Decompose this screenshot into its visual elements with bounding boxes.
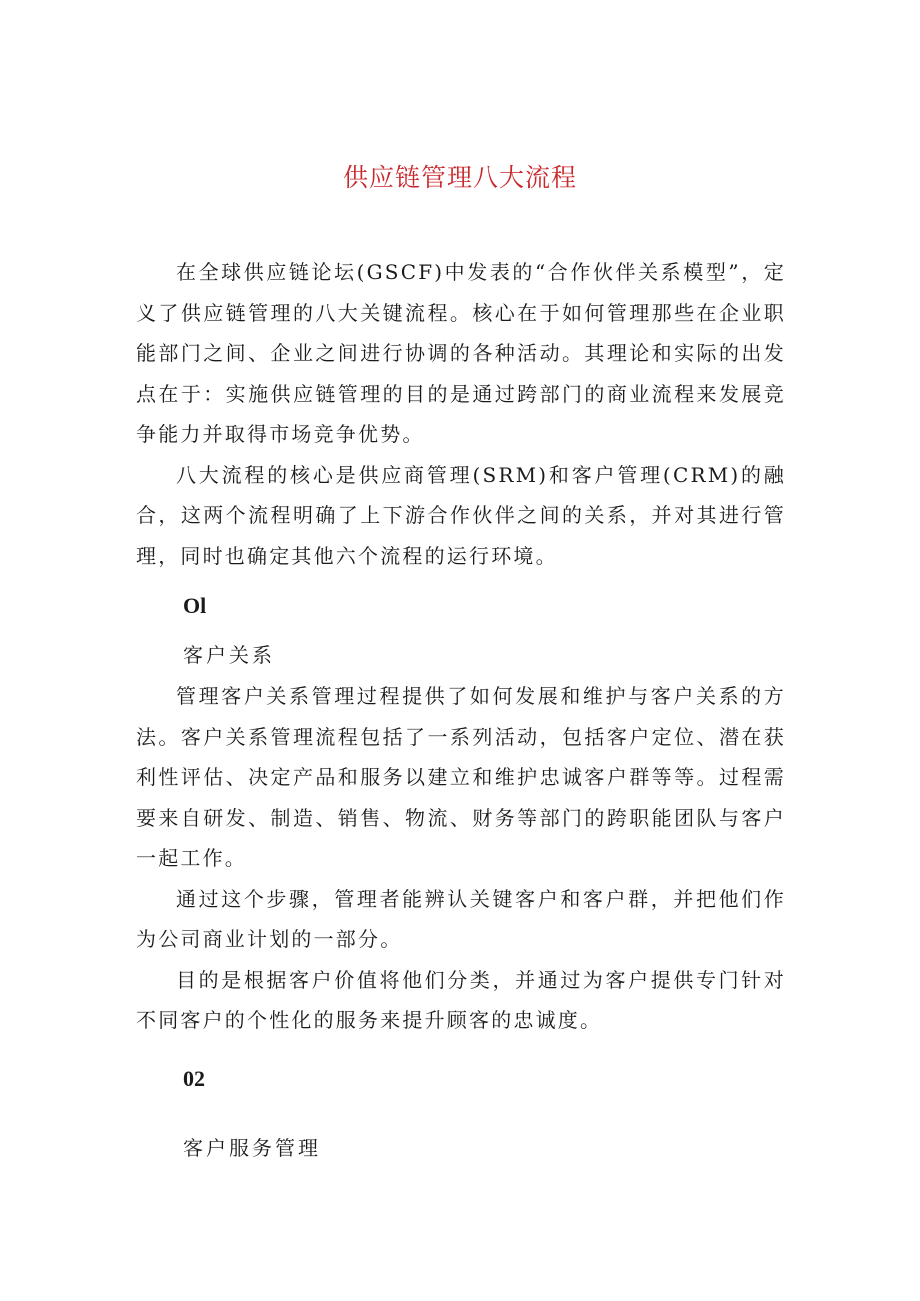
section-number-1: Ol: [183, 593, 207, 618]
section-number-2: 02: [183, 1065, 205, 1091]
document-body: [136, 252, 786, 1169]
intro-paragraph-2: 八大流程的核心是供应商管理(SRM)和客户管理(CRM)的融合，这两个流程明确了上下游合作伙伴之间的关系，并对其进行管理，同时也确定其他六个流程的运行环境。: [136, 462, 786, 568]
page-title: 供应链管理八大流程: [342, 163, 577, 192]
section-1-paragraph-2: 通过这个步骤，管理者能辨认关键客户和客户群，并把他们作为公司商业计划的一部分。: [136, 886, 786, 951]
intro-paragraph-1: 在全球供应链论坛(GSCF)中发表的“合作伙伴关系模型”，定义了供应链管理的八大关键流程。核心在于如何管理那些在企业职能部门之间、企业之间进行协调的各种活动。其理论和实际的出发点在于：实施供应链管理的目的是通过跨部门的商业流程来发展竞争能力并取得市场竞争优势。: [136, 260, 786, 446]
section-heading-2: 客户服务管理: [183, 1135, 321, 1160]
section-1-paragraph-1: 管理客户关系管理过程提供了如何发展和维护与客户关系的方法。客户关系管理流程包括了一系列活动，包括客户定位、潜在获利性评估、决定产品和服务以建立和维护忠诚客户群等等。过程需要来自研发、制造、销售、物流、财务等部门的跨职能团队与客户一起工作。: [136, 684, 786, 870]
section-heading-1: 客户关系: [183, 643, 275, 667]
section-1-paragraph-3: 目的是根据客户价值将他们分类，并通过为客户提供专门针对不同客户的个性化的服务来提升顾客的忠诚度。: [136, 967, 786, 1032]
